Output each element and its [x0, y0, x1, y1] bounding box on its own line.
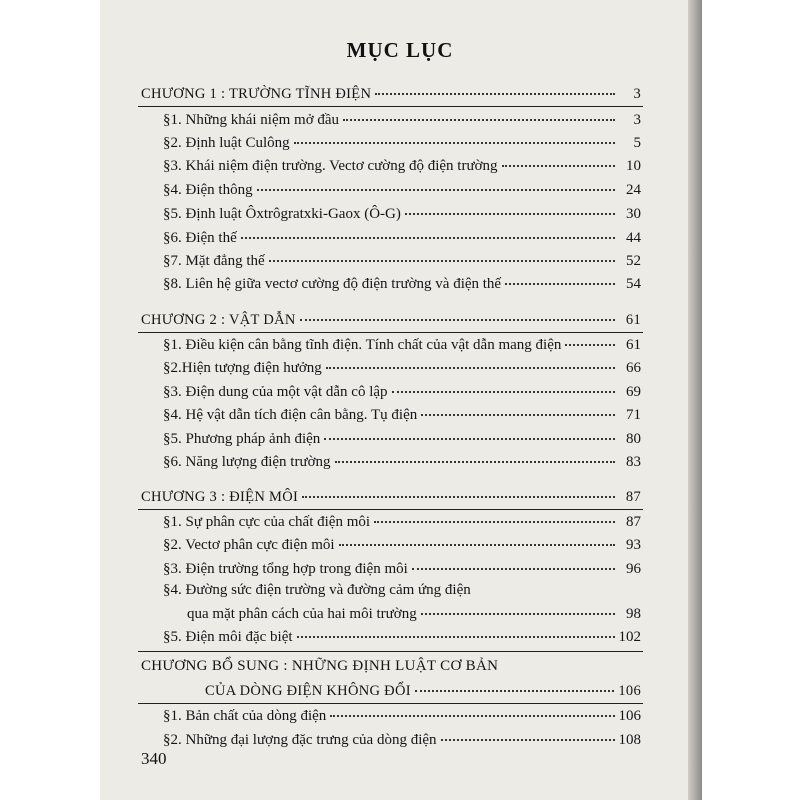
- section-divider: [138, 703, 643, 704]
- dot-leader: [302, 496, 615, 498]
- toc-entry-title: §3. Điện dung của một vật dẫn cô lập: [163, 384, 388, 400]
- toc-entry-page: 30: [626, 206, 641, 222]
- toc-entry-title: §5. Phương pháp ảnh điện: [163, 431, 321, 447]
- page-number: 340: [141, 749, 167, 768]
- toc-entry-page: 93: [626, 537, 641, 553]
- dot-leader: [294, 142, 615, 144]
- toc-entry-title: §4. Hệ vật dẫn tích điện cân bằng. Tụ điện: [163, 407, 418, 423]
- section-divider: [138, 651, 643, 652]
- toc-entry: [163, 732, 641, 749]
- toc-entry-page: 98: [626, 606, 641, 622]
- toc-entry-page: 102: [618, 629, 641, 645]
- dot-leader: [375, 93, 615, 95]
- dot-leader: [343, 119, 615, 121]
- toc-entry: [163, 407, 641, 424]
- toc-entry: [163, 537, 641, 554]
- toc-entry-title: CHƯƠNG 2 : VẬT DẪN: [141, 312, 296, 328]
- page-title: MỤC LỤC: [346, 38, 454, 62]
- toc-entry-page: 3: [633, 112, 641, 128]
- toc-entry-title: CHƯƠNG 1 : TRƯỜNG TĨNH ĐIỆN: [141, 86, 372, 102]
- dot-leader: [326, 367, 615, 369]
- toc-entry-page: 69: [626, 384, 641, 400]
- toc-entry: [163, 431, 641, 448]
- dot-leader: [257, 189, 615, 191]
- toc-entry-title: CỦA DÒNG ĐIỆN KHÔNG ĐỔI: [205, 683, 411, 699]
- toc-entry-title: §5. Điện môi đặc biệt: [163, 629, 293, 645]
- toc-entry-page: 3: [633, 86, 641, 102]
- toc-entry-title: §1. Những khái niệm mở đầu: [163, 112, 340, 128]
- toc-entry-title: §1. Điều kiện cân bằng tĩnh điện. Tính chất của vật dẫn mang điện: [163, 337, 562, 353]
- toc-entry: [163, 454, 641, 471]
- dot-leader: [421, 414, 615, 416]
- toc-entry-page: 108: [618, 732, 641, 748]
- toc-entry: [163, 135, 641, 152]
- toc-chapter-3: [141, 489, 641, 506]
- page-edge-shadow: [688, 0, 702, 800]
- dot-leader: [412, 568, 615, 570]
- dot-leader: [502, 165, 615, 167]
- toc-entry-page: 5: [633, 135, 641, 151]
- toc-entry: [163, 276, 641, 293]
- toc-entry-title: §2. Vectơ phân cực điện môi: [163, 537, 335, 553]
- toc-entry: [163, 514, 641, 531]
- dot-leader: [297, 636, 615, 638]
- dot-leader: [335, 461, 615, 463]
- section-divider: [138, 509, 643, 510]
- dot-leader: [269, 260, 615, 262]
- toc-entry-page: 61: [626, 337, 641, 353]
- toc-entry-page: 54: [626, 276, 641, 292]
- toc-entry: [163, 360, 641, 377]
- toc-entry-title: §2. Những đại lượng đặc trưng của dòng điện: [163, 732, 437, 748]
- section-divider: [138, 106, 643, 107]
- toc-entry: [163, 337, 641, 354]
- dot-leader: [339, 544, 615, 546]
- dot-leader: [505, 283, 615, 285]
- toc-entry-title: §4. Điện thông: [163, 182, 253, 198]
- toc-entry-page: 71: [626, 407, 641, 423]
- toc-entry-page: 24: [626, 182, 641, 198]
- dot-leader: [324, 438, 615, 440]
- toc-entry: [163, 230, 641, 247]
- dot-leader: [565, 344, 615, 346]
- toc-entry-title: §3. Khái niệm điện trường. Vectơ cường độ điện trường: [163, 158, 498, 174]
- toc-entry-page: 61: [625, 312, 641, 328]
- toc-entry-page: 87: [626, 514, 641, 530]
- dot-leader: [441, 739, 615, 741]
- toc-entry-page: 10: [626, 158, 641, 174]
- dot-leader: [405, 213, 615, 215]
- toc-entry: [163, 182, 641, 199]
- toc-chapter-supplement: [205, 683, 641, 700]
- toc-entry: [163, 253, 641, 270]
- toc-entry-title: §2.Hiện tượng điện hưởng: [163, 360, 322, 376]
- toc-entry-title: CHƯƠNG 3 : ĐIỆN MÔI: [141, 489, 299, 505]
- dot-leader: [300, 319, 615, 321]
- toc-entry-page: 87: [625, 489, 641, 505]
- dot-leader: [392, 391, 615, 393]
- toc-entry-title-line1: §4. Đường sức điện trường và đường cảm ứng điện: [163, 582, 471, 598]
- toc-entry-page: 96: [626, 561, 641, 577]
- toc-chapter-1: [141, 86, 641, 103]
- toc-entry: [163, 158, 641, 175]
- toc-entry-page: 66: [626, 360, 641, 376]
- dot-leader: [415, 690, 614, 692]
- toc-chapter-supplement-line1: CHƯƠNG BỔ SUNG : NHỮNG ĐỊNH LUẬT CƠ BẢN: [141, 658, 499, 674]
- toc-entry: [163, 708, 641, 725]
- toc-entry-page: 106: [618, 708, 641, 724]
- toc-entry: [187, 606, 641, 623]
- toc-entry-title: §1. Bản chất của dòng điện: [163, 708, 327, 724]
- dot-leader: [241, 237, 615, 239]
- section-divider: [138, 332, 643, 333]
- toc-entry-title: §3. Điện trường tổng hợp trong điện môi: [163, 561, 408, 577]
- toc-chapter-2: [141, 312, 641, 329]
- dot-leader: [330, 715, 614, 717]
- toc-entry-title: §6. Năng lượng điện trường: [163, 454, 331, 470]
- toc-entry-page: 83: [626, 454, 641, 470]
- dot-leader: [421, 613, 615, 615]
- toc-entry-title: §5. Định luật Ôxtrôgratxki-Gaox (Ô-G): [163, 206, 401, 222]
- dot-leader: [374, 521, 615, 523]
- toc-entry-page: 52: [626, 253, 641, 269]
- toc-entry: [163, 561, 641, 578]
- toc-entry: [163, 384, 641, 401]
- toc-entry: [163, 112, 641, 129]
- toc-entry: [163, 629, 641, 646]
- toc-entry-title: §2. Định luật Culông: [163, 135, 290, 151]
- toc-entry-title: qua mặt phân cách của hai môi trường: [187, 606, 417, 622]
- toc-entry-title: §1. Sự phân cực của chất điện môi: [163, 514, 371, 530]
- toc-entry-page: 106: [618, 683, 641, 699]
- toc-entry-title: §6. Điện thế: [163, 230, 237, 246]
- toc-entry-title: §7. Mặt đẳng thế: [163, 253, 265, 269]
- toc-entry: [163, 206, 641, 223]
- toc-entry-page: 44: [626, 230, 641, 246]
- toc-entry-page: 80: [626, 431, 641, 447]
- toc-entry-title: §8. Liên hệ giữa vectơ cường độ điện trường và điện thế: [163, 276, 502, 292]
